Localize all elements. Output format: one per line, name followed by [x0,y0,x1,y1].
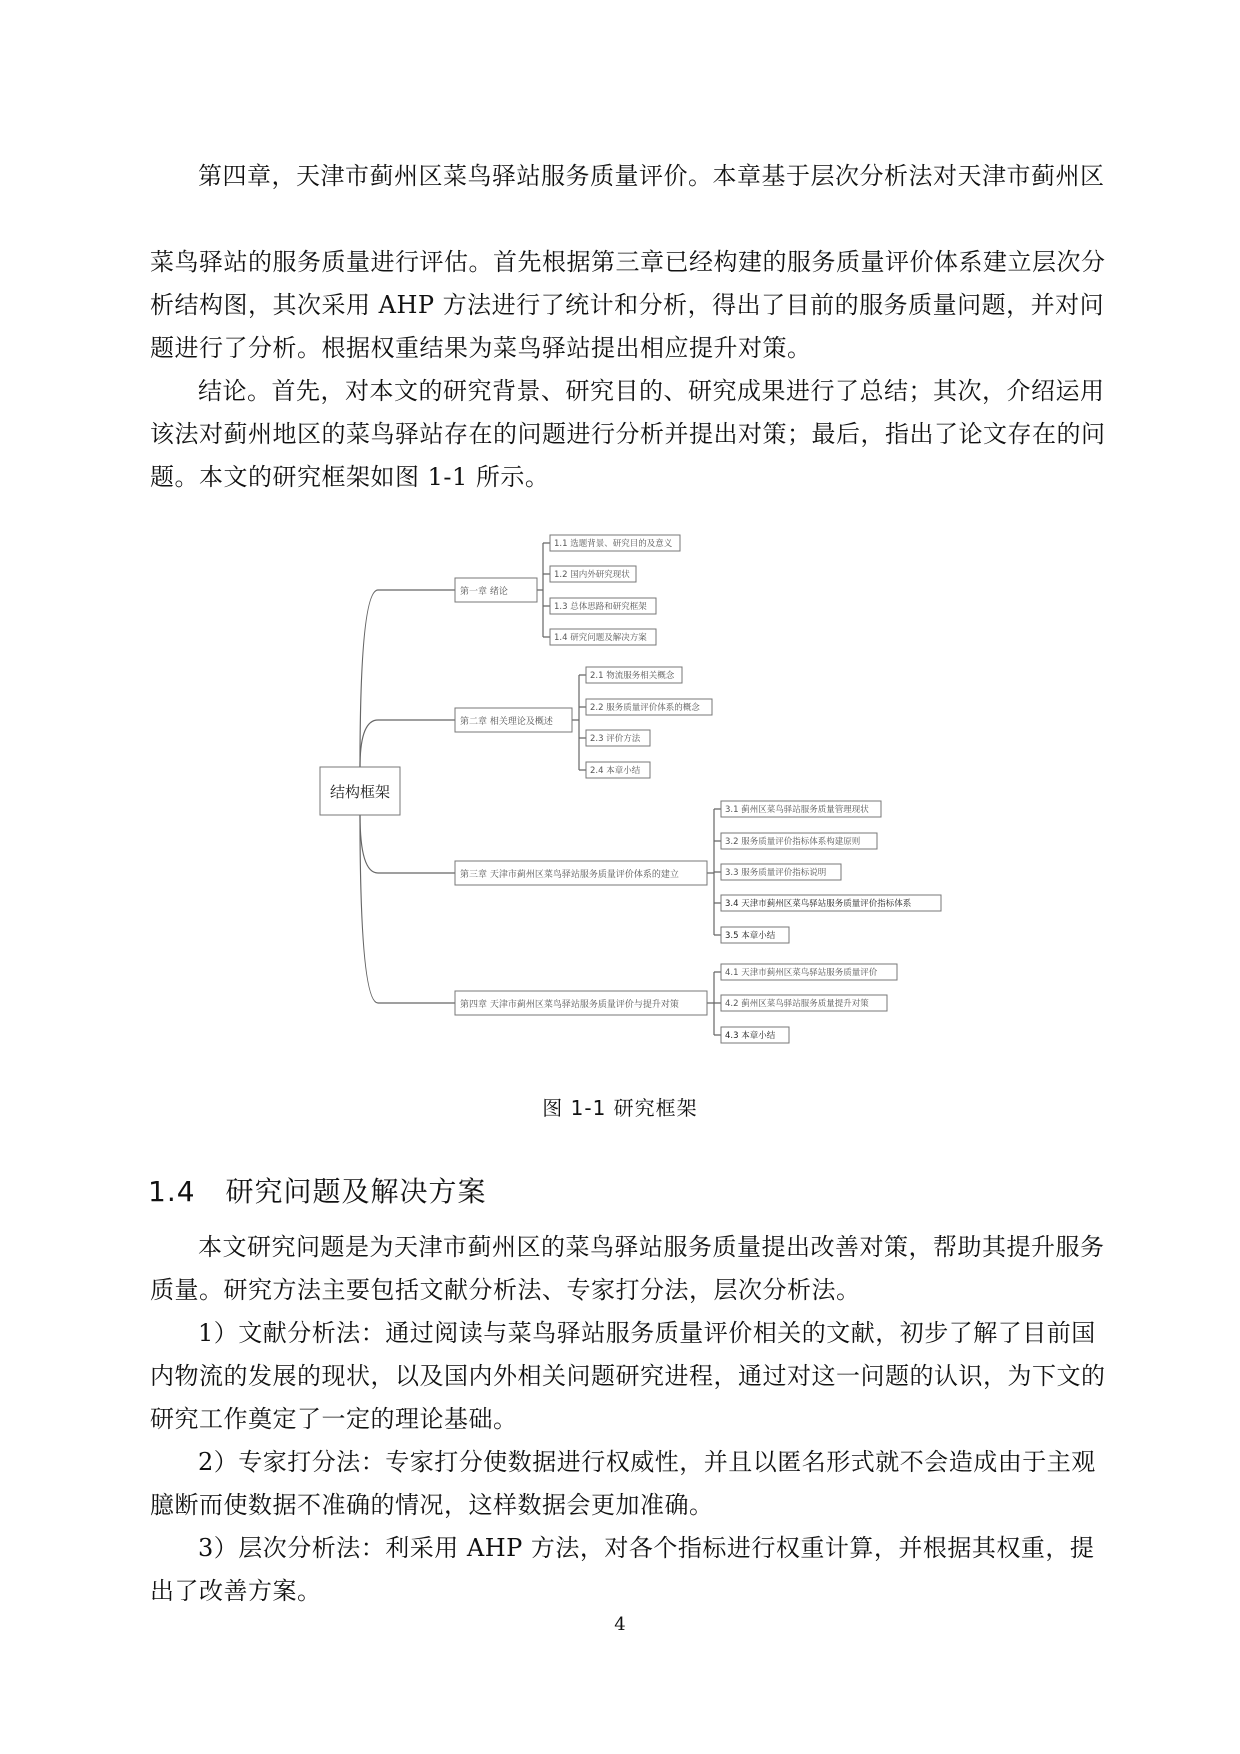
figure-caption: 图 1-1 研究框架 [542,1096,698,1120]
ch1-item4: 1.4 研究问题及解决方案 [554,633,647,643]
connector-ch2-items [572,675,586,770]
ch4-item3: 4.3 本章小结 [725,1031,776,1041]
chapter4-label: 第四章 天津市蓟州区菜鸟驿站服务质量评价与提升对策 [460,1000,679,1010]
connector-ch1-items [537,543,550,637]
ch4-item2: 4.2 蓟州区菜鸟驿站服务质量提升对策 [725,999,869,1009]
connector-root-ch2 [360,720,455,767]
connector-root-ch1 [360,590,455,767]
ch2-item3: 2.3 评价方法 [590,734,641,744]
chapter1-label: 第一章 绪论 [460,587,508,597]
chapter3-label: 第三章 天津市蓟州区菜鸟驿站服务质量评价体系的建立 [460,870,679,880]
ch2-item1: 2.1 物流服务相关概念 [590,671,675,681]
paragraph-method-ahp: 3）层次分析法：利采用 AHP 方法，对各个指标进行权重计算，并根据其权重，提出了改善方案。 [150,1534,1095,1605]
root-node-label: 结构框架 [329,783,391,801]
ch2-item4: 2.4 本章小结 [590,766,641,776]
paragraph-method-expert: 2）专家打分法：专家打分使数据进行权威性，并且以匿名形式就不会造成由于主观臆断而使数据不准确的情况，这样数据会更加准确。 [150,1448,1096,1519]
paragraph-conclusion: 结论。首先，对本文的研究背景、研究目的、研究成果进行了总结；其次，介绍运用该法对蓟州地区的菜鸟驿站存在的问题进行分析并提出对策；最后，指出了论文存在的问题。本文的研究框架如图 1-1 所示。 [150,377,1106,491]
connector-root-ch4 [360,815,455,1003]
paragraph-chapter4-cont: 菜鸟驿站的服务质量进行评估。首先根据第三章已经构建的服务质量评价体系建立层次分析结构图，其次采用 AHP 方法进行了统计和分析，得出了目前的服务质量问题，并对问题进行了分析。根据权重结果为菜鸟驿站提出相应提升对策。 [150,248,1106,362]
ch3-item4: 3.4 天津市蓟州区菜鸟驿站服务质量评价指标体系 [725,899,912,909]
chapter2-label: 第二章 相关理论及概述 [460,717,553,727]
ch1-item3: 1.3 总体思路和研究框架 [554,602,647,612]
ch3-item5: 3.5 本章小结 [725,931,776,941]
page-number: 4 [614,1614,626,1635]
connector-ch4-items [707,972,721,1035]
ch2-item2: 2.2 服务质量评价体系的概念 [590,703,700,713]
ch3-item3: 3.3 服务质量评价指标说明 [725,868,827,878]
ch1-item2: 1.2 国内外研究现状 [554,570,630,580]
connector-ch3-items [707,809,721,935]
paragraph-method-literature: 1）文献分析法：通过阅读与菜鸟驿站服务质量评价相关的文献，初步了解了目前国内物流的发展的现状，以及国内外相关问题研究进程，通过对这一问题的认识，为下文的研究工作奠定了一定的理论基础。 [150,1319,1106,1433]
section-heading [148,1170,487,1210]
connector-root-ch3 [360,815,455,873]
ch3-item1: 3.1 蓟州区菜鸟驿站服务质量管理现状 [725,805,869,815]
section-title: 研究问题及解决方案 [225,1175,487,1208]
paragraph-chapter4: 第四章，天津市蓟州区菜鸟驿站服务质量评价。本章基于层次分析法对天津市蓟州区 [198,162,1105,190]
ch1-item1: 1.1 选题背景、研究目的及意义 [554,539,673,549]
ch3-item2: 3.2 服务质量评价指标体系构建原则 [725,837,861,847]
ch4-item1: 4.1 天津市蓟州区菜鸟驿站服务质量评价 [725,968,878,978]
section-number: 1.4 [148,1175,196,1208]
paragraph-problem-statement: 本文研究问题是为天津市蓟州区的菜鸟驿站服务质量提出改善对策，帮助其提升服务质量。研究方法主要包括文献分析法、专家打分法，层次分析法。 [150,1233,1105,1304]
